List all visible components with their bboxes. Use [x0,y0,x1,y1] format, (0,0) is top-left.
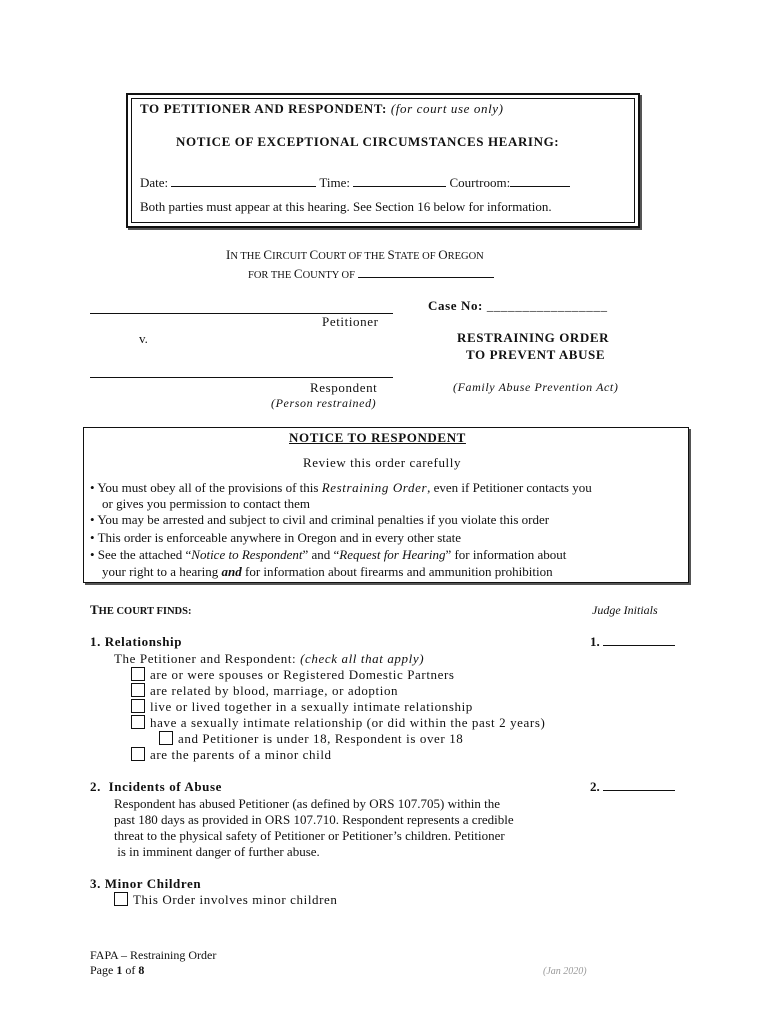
order-title-line1: RESTRAINING ORDER [457,330,610,345]
option-label: have a sexually intimate relationship (or did within the past 2 years) [150,715,546,730]
sc-rest: N THE [230,251,264,262]
sc-rest: OURT OF THE [318,251,388,262]
bullet-text: ” for information about [445,547,567,562]
checkbox[interactable] [131,683,145,697]
checkbox[interactable] [114,892,128,906]
notice-bullet-1 [90,480,592,496]
bullet-text: for information about firearms and ammunition prohibition [241,564,553,579]
checkbox[interactable] [131,667,145,681]
section-3-title: 3. Minor Children [90,876,202,891]
time-field[interactable] [353,174,446,187]
section-2-text-line2: past 180 days as provided in ORS 107.710. Respondent represents a credible [114,812,514,827]
bullet-italic: Request for Hearing [339,547,446,562]
act-name: (Family Abuse Prevention Act) [453,380,619,394]
respondent-name-line[interactable] [90,377,393,378]
court-heading-line2 [248,265,494,282]
sc-letter: C [293,266,303,281]
page-total: 8 [138,963,145,977]
sc-rest: REGON [447,251,484,262]
case-number [428,298,608,314]
date-field[interactable] [171,174,316,187]
court-heading-line1 [226,247,484,263]
footer-page-number [90,963,144,978]
section-number: 1. [590,634,600,649]
rel-option-under-18[interactable] [159,731,463,747]
respondent-label: Respondent [310,380,378,395]
hearing-heading-bold: TO PETITIONER AND RESPONDENT: [140,101,387,116]
section-2-title: 2. Incidents of Abuse [90,779,223,794]
notice-bullet-4-cont [102,564,553,580]
page-text: of [122,963,139,977]
intro-italic: (check all that apply) [300,651,425,666]
person-restrained-label: (Person restrained) [271,396,377,410]
date-label: Date: [140,175,169,190]
bullet-text: your right to a hearing [102,564,222,579]
notice-bullet-4 [90,547,566,563]
option-label: This Order involves minor children [133,892,338,907]
order-title-line2: TO PREVENT ABUSE [466,347,606,362]
petitioner-label: Petitioner [322,314,379,329]
option-label: are or were spouses or Registered Domestic Partners [150,667,455,682]
bullet-text: • See the attached “ [90,547,192,562]
section-2-initials [590,779,675,795]
rel-option-related[interactable] [131,683,398,699]
sc-rest: OUNTY OF [302,270,355,281]
hearing-title: NOTICE OF EXCEPTIONAL CIRCUMSTANCES HEARING: [176,134,560,149]
notice-bullet-1-cont: or gives you permission to contact them [102,496,310,511]
option-label: live or lived together in a sexually intimate relationship [150,699,473,714]
section-1-intro [114,651,424,667]
courtroom-field[interactable] [510,174,570,187]
sc-letter: O [438,247,448,262]
sc-rest: TATE OF [394,251,439,262]
notice-subtitle: Review this order carefully [303,455,462,470]
rel-option-intimate[interactable] [131,715,545,731]
section-1-title: 1. Relationship [90,634,183,649]
notice-title: NOTICE TO RESPONDENT [289,430,466,445]
hearing-fields [140,174,570,191]
courtroom-label: Courtroom: [449,175,511,190]
minor-children-option[interactable] [114,892,338,908]
notice-bullet-2: • You may be arrested and subject to civil and criminal penalties if you violate this order [90,512,550,527]
option-label: are the parents of a minor child [150,747,332,762]
bullet-text: ” and “ [302,547,340,562]
court-finds-heading [90,602,191,618]
rel-option-lived-together[interactable] [131,699,473,715]
versus-label: v. [139,331,148,346]
sc-letter: S [387,247,395,262]
option-label: are related by blood, marriage, or adoption [150,683,399,698]
bullet-italic: Notice to Respondent [191,547,303,562]
footer-form-name: FAPA – Restraining Order [90,948,217,962]
checkbox[interactable] [131,699,145,713]
case-no-label: Case No: [428,298,483,313]
hearing-heading-italic: (for court use only) [390,101,504,116]
notice-bullet-3: • This order is enforceable anywhere in Oregon and in every other state [90,530,462,545]
checkbox[interactable] [131,715,145,729]
section-1-initials [590,634,675,650]
bullet-text: , even if Petitioner contacts you [427,480,592,495]
hearing-heading [140,101,504,117]
sc-letter: C [263,247,273,262]
bullet-italic: Restraining Order [321,480,428,495]
section-2-text-line3: threat to the physical safety of Petitioner or Petitioner’s children. Petitioner [114,828,505,843]
checkbox[interactable] [131,747,145,761]
rel-option-spouses[interactable] [131,667,455,683]
sc-letter: T [90,602,99,617]
footer-revision-date: (Jan 2020) [543,966,587,977]
sc-rest: FOR THE [248,270,294,281]
case-no-field[interactable]: _________________ [486,298,608,313]
section-2-text-line4: is in imminent danger of further abuse. [114,844,320,859]
sc-rest: IRCUIT [272,251,310,262]
page-current: 1 [116,963,123,977]
checkbox[interactable] [159,731,173,745]
bullet-bold-italic: and [221,564,242,579]
section-number: 2. [590,779,600,794]
section-2-text-line1: Respondent has abused Petitioner (as defined by ORS 107.705) within the [114,796,500,811]
option-label: and Petitioner is under 18, Respondent is over 18 [178,731,464,746]
section-2-initials-field[interactable] [603,779,675,791]
sc-rest: HE COURT FINDS: [98,606,192,617]
sc-letter: C [309,247,319,262]
sc-letter: I [226,247,231,262]
bullet-text: • You must obey all of the provisions of this [90,480,322,495]
county-field[interactable] [358,265,494,278]
time-label: Time: [319,175,351,190]
rel-option-parents[interactable] [131,747,332,763]
intro-text: The Petitioner and Respondent: [114,651,301,666]
section-1-initials-field[interactable] [603,634,675,646]
appear-text: Both parties must appear at this hearing. See Section 16 below for information. [140,199,552,214]
judge-initials-label: Judge Initials [592,603,658,617]
page-text: Page [90,963,117,977]
